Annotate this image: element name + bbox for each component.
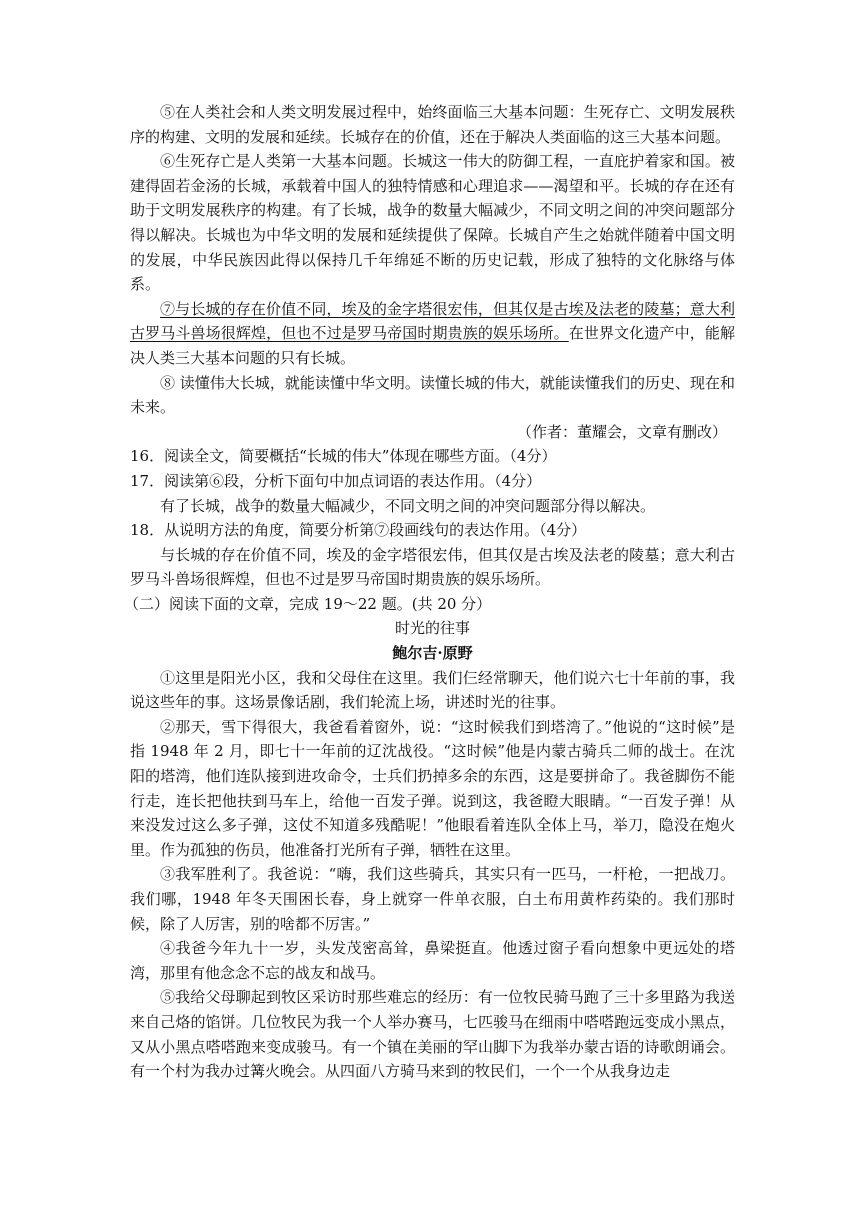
article-paragraph-4: ④我爸今年九十一岁，头发茂密高耸，鼻梁挺直。他透过窗子看向想象中更远处的塔湾，那里有他念念不忘的战友和战马。	[130, 939, 735, 982]
question-16: 16．阅读全文，简要概括“长城的伟大”体现在哪些方面。（4分）	[130, 447, 557, 466]
document-page	[124, 100, 735, 1084]
article-title: 时光的往事	[394, 619, 470, 638]
question-18: 18．从说明方法的角度，简要分析第⑦段画线句的表达作用。（4分）	[130, 521, 587, 540]
question-17-quote: 有了长城，战争的数量大幅减少，不同文明之间的冲突问题部分得以解决。	[160, 496, 656, 515]
question-17: 17．阅读第⑥段，分析下面句中加点词语的表达作用。（4分）	[130, 471, 542, 490]
article-author: 鲍尔吉·原野	[392, 644, 473, 663]
section-2-heading: （二）阅读下面的文章，完成 19～22 题。(共 20 分）	[124, 594, 492, 613]
paragraph-5: ⑤在人类社会和人类文明发展过程中，始终面临三大基本问题：生死存亡、文明发展秩序的构建、文明的发展和延续。长城存在的价值，还在于解决人类面临的这三大基本问题。	[130, 103, 735, 146]
underlined-sentence: ⑦与长城的存在价值不同，埃及的金字塔很宏伟，但其仅是古埃及法老的陵墓；意大利古罗马斗兽场很辉煌，但也不过是罗马帝国时期贵族的娱乐场所。	[130, 299, 735, 343]
author-note: （作者：董耀会，文章有删改）	[516, 422, 727, 441]
article-paragraph-1: ①这里是阳光小区，我和父母住在这里。我们仨经常聊天，他们说六七十年前的事，我说这些年的事。这场景像话剧，我们轮流上场，讲述时光的往事。	[130, 668, 735, 712]
paragraph-7-rest: 在世界文化遗产中，能解决人类三大基本问题的只有长城。	[130, 324, 735, 367]
question-18-quote: 与长城的存在价值不同，埃及的金字塔很宏伟，但其仅是古埃及法老的陵墓；意大利古罗马斗兽场很辉煌，但也不过是罗马帝国时期贵族的娱乐场所。	[130, 545, 735, 589]
article-paragraph-3: ③我军胜利了。我爸说：“嗨，我们这些骑兵，其实只有一匹马，一杆枪，一把战刀。我们哪，1948 年冬天围困长春，身上就穿一件单衣服，白土布用黄柞药染的。我们那时候，除了人厉害，别的啥都不厉害。”	[130, 865, 735, 933]
paragraph-8: ⑧ 读懂伟大长城，就能读懂中华文明。读懂长城的伟大，就能读懂我们的历史、现在和未来。	[130, 373, 735, 417]
paragraph-7	[130, 297, 735, 371]
paragraph-6: ⑥生死存亡是人类第一大基本问题。长城这一伟大的防御工程，一直庇护着家和国。被建得固若金汤的长城，承载着中国人的独特情感和心理追求——渴望和平。长城的存在还有助于文明发展秩序的构建。有了长城，战争的数量大幅减少，不同文明之间的冲突问题部分得以解决。长城也为中华文明的发展和延续提供了保障。长城自产生之始就伴随着中国文明的发展，中华民族因此得以保持几千年绵延不断的历史记载，形成了独特的文化脉络与体系。	[130, 152, 735, 294]
article-paragraph-2: ②那天，雪下得很大，我爸看着窗外，说：“这时候我们到塔湾了。”他说的“这时候”是指 1948 年 2 月，即七十一年前的辽沈战役。“这时候”他是内蒙古骑兵二师的战士。在沈阳的塔湾，他们连队接到进攻命令，士兵们扔掉多余的东西，这是要拼命了。我爸脚伤不能行走，连长把他扶到马车上，给他一百发子弹。说到这，我爸瞪大眼睛。“一百发子弹！从来没发过这么多子弹，这仗不知道多残酷呢！”他眼看着连队全体上马，举刀，隐没在炮火里。作为孤独的伤员，他准备打光所有子弹，牺牲在这里。	[130, 717, 735, 859]
article-paragraph-5: ⑤我给父母聊起到牧区采访时那些难忘的经历：有一位牧民骑马跑了三十多里路为我送来自己烙的馅饼。几位牧民为我一个人举办赛马，七匹骏马在细雨中嗒嗒跑远变成小黑点，又从小黑点嗒嗒跑来变成骏马。有一个镇在美丽的罕山脚下为我举办蒙古语的诗歌朗诵会。有一个村为我办过篝火晚会。从四面八方骑马来到的牧民们，一个一个从我身边走	[130, 988, 735, 1081]
